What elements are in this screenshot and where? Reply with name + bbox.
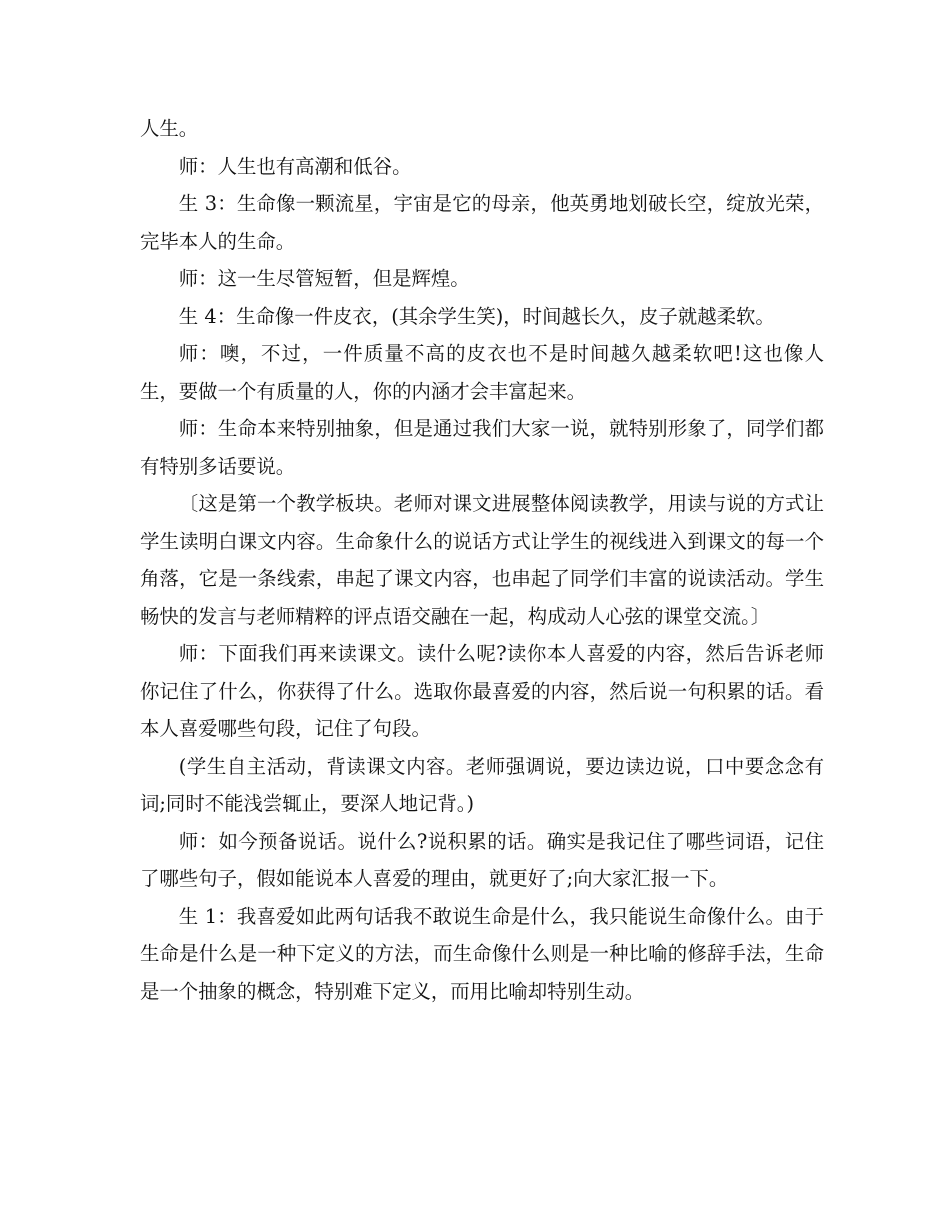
paragraph: 生 4：生命像一件皮衣，(其余学生笑)，时间越长久，皮子就越柔软。 [178, 304, 775, 328]
paragraph-stage-note: (学生自主活动，背读课文内容。老师强调说，要边读边说，口中要念念有词;同时不能浅尝辄止，要深人地记背。) [140, 754, 824, 815]
paragraph: 师：如今预备说话。说什么?说积累的话。确实是我记住了哪些词语，记住了哪些句子，假如能说本人喜爱的理由，就更好了;向大家汇报一下。 [140, 829, 824, 890]
paragraph: 生 3：生命像一颗流星，宇宙是它的母亲，他英勇地划破长空，绽放光荣，完毕本人的生命。 [140, 192, 824, 253]
document-body [140, 110, 824, 1010]
paragraph: 师：生命本来特别抽象，但是通过我们大家一说，就特别形象了，同学们都有特别多话要说。 [140, 417, 824, 478]
paragraph-continuation: 人生。 [140, 117, 199, 140]
paragraph: 师：下面我们再来读课文。读什么呢?读你本人喜爱的内容，然后告诉老师你记住了什么，你获得了什么。选取你最喜爱的内容，然后说一句积累的话。看本人喜爱哪些句段，记住了句段。 [140, 642, 824, 740]
paragraph: 师：人生也有高潮和低谷。 [178, 154, 412, 178]
paragraph: 生 1：我喜爱如此两句话我不敢说生命是什么，我只能说生命像什么。由于生命是什么是一种下定义的方法，而生命像什么则是一种比喻的修辞手法，生命是一个抽象的概念，特别难下定义，而用比喻却特别生动。 [140, 904, 824, 1003]
paragraph: 师：这一生尽管短暂，但是辉煌。 [178, 267, 470, 290]
paragraph-commentary: 〔这是第一个教学板块。老师对课文进展整体阅读教学，用读与说的方式让学生读明白课文内容。生命象什么的说话方式让学生的视线进入到课文的每一个角落，它是一条线索，串起了课文内容，也串起了同学们丰富的说读活动。学生畅快的发言与老师精粹的评点语交融在一起，构成动人心弦的课堂交流。〕 [140, 492, 824, 628]
paragraph: 师：噢，不过，一件质量不高的皮衣也不是时间越久越柔软吧!这也像人生，要做一个有质量的人，你的内涵才会丰富起来。 [140, 342, 824, 403]
